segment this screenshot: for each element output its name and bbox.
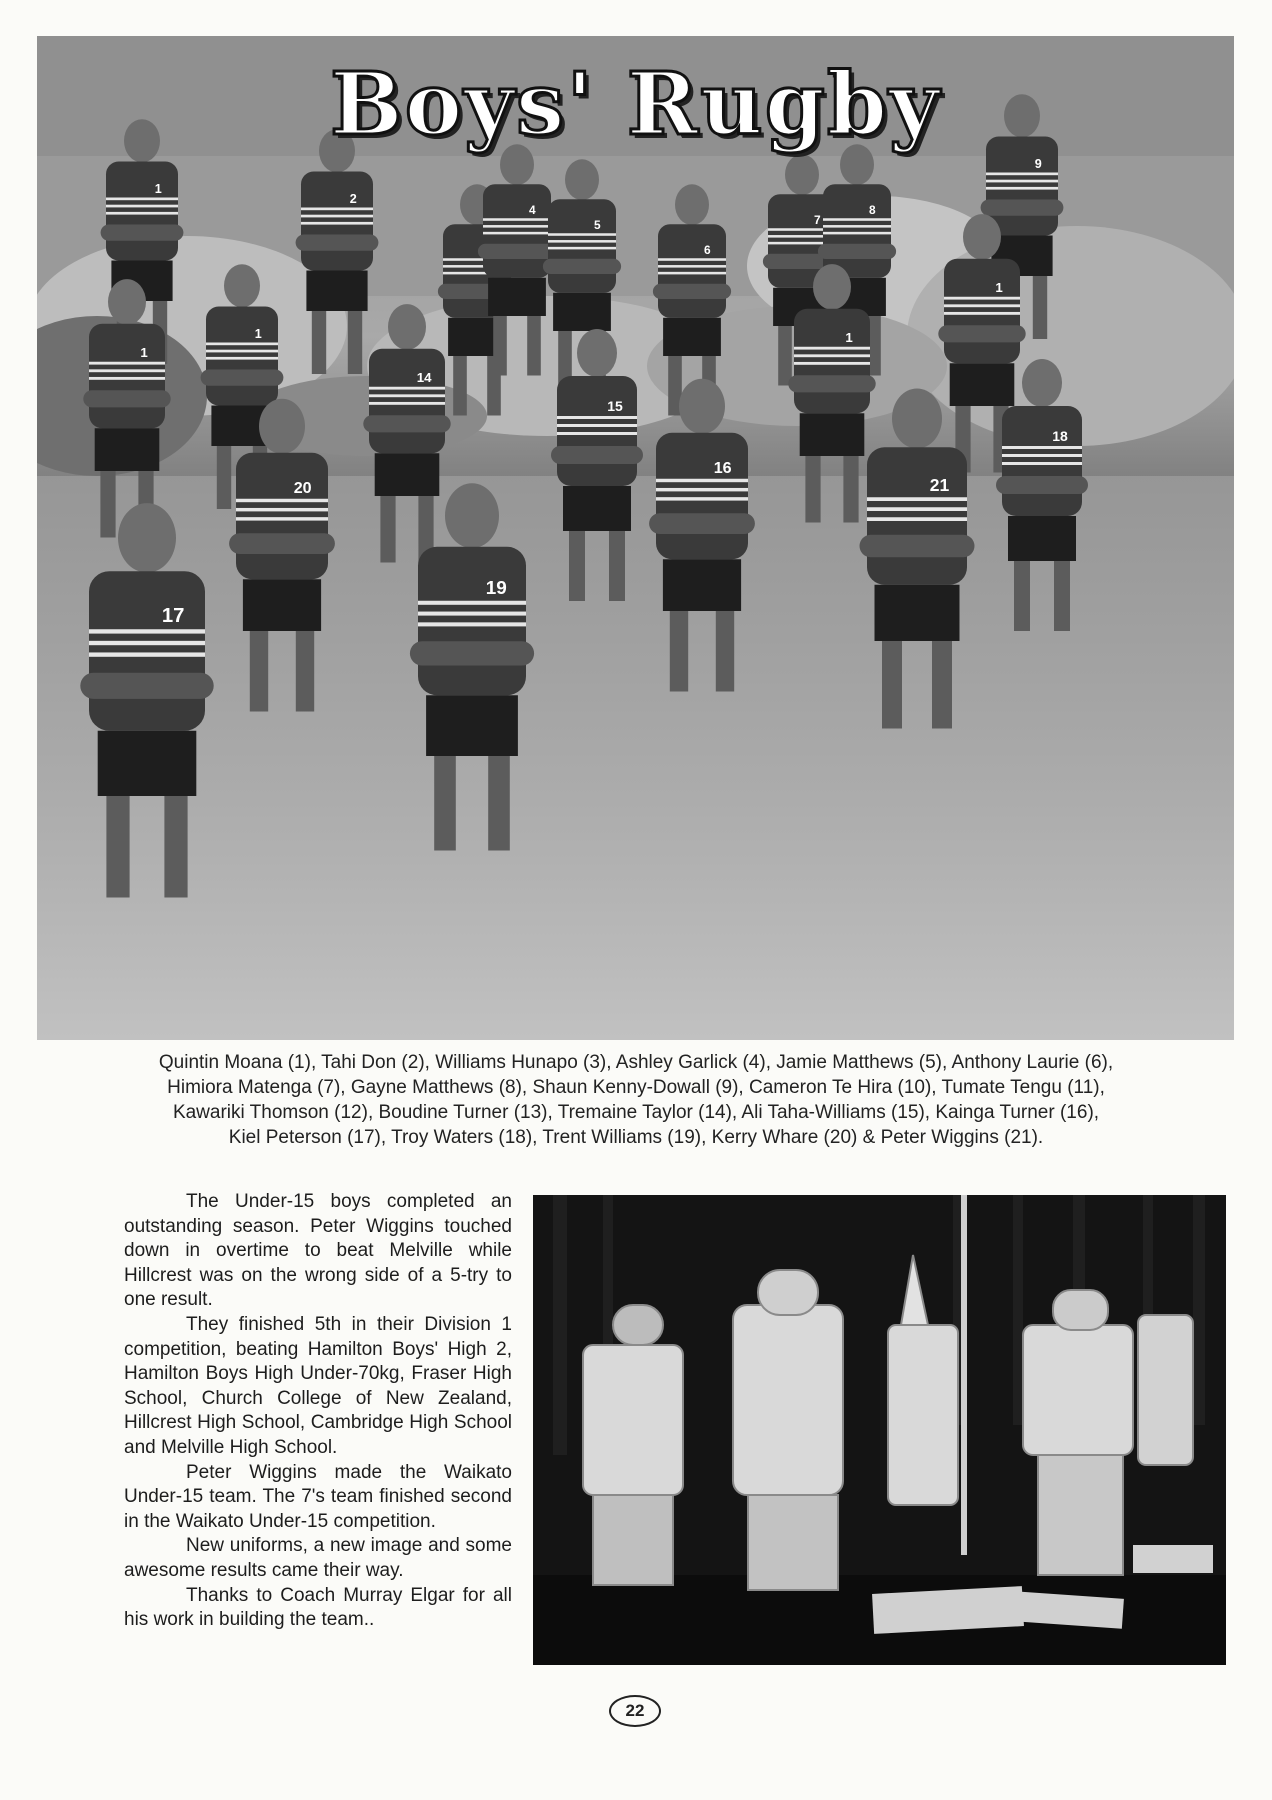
- player-head: [785, 154, 819, 195]
- jersey-number: 6: [703, 243, 711, 257]
- jersey-stripe: [656, 479, 748, 482]
- player-jersey: [548, 199, 616, 293]
- costume-photo: [533, 1195, 1226, 1665]
- player-shorts: [1008, 516, 1076, 561]
- player-jersey: [483, 184, 551, 278]
- jersey-stripe: [236, 499, 328, 502]
- player-jersey: [557, 376, 637, 486]
- player-leg: [217, 446, 231, 509]
- player-leg: [527, 316, 541, 376]
- jersey-stripe: [658, 272, 726, 275]
- jersey-number: 8: [868, 203, 876, 217]
- jersey-stripe: [418, 622, 526, 626]
- player-shorts: [306, 271, 367, 312]
- jersey-stripe: [483, 218, 551, 221]
- jersey-stripe: [944, 304, 1020, 307]
- player-leg: [380, 496, 395, 563]
- jersey-stripe: [418, 612, 526, 616]
- player-leg: [778, 326, 792, 386]
- jersey-stripe: [236, 517, 328, 520]
- player-leg: [1033, 276, 1047, 339]
- player-leg: [609, 531, 625, 601]
- team-photo-illustration: [37, 36, 1234, 1040]
- player-jersey: [1002, 406, 1082, 516]
- jersey-number: 20: [293, 479, 312, 497]
- player-arms: [80, 673, 213, 699]
- player-arms: [296, 235, 379, 251]
- player-shorts: [243, 579, 321, 631]
- player-head: [1022, 359, 1062, 407]
- player-head: [565, 159, 599, 200]
- player-leg: [1014, 561, 1030, 631]
- player-arms: [363, 415, 450, 432]
- jersey-number: 15: [607, 398, 623, 414]
- page-number: 22: [609, 1695, 661, 1727]
- player-shorts: [553, 293, 611, 331]
- jersey-stripe: [89, 377, 165, 380]
- player-jersey: [418, 547, 526, 696]
- jersey-stripe: [944, 297, 1020, 300]
- jersey-stripe: [986, 180, 1058, 183]
- player-leg: [100, 471, 115, 538]
- player-shorts: [375, 453, 440, 496]
- player-jersey: [206, 307, 278, 406]
- jersey-stripe: [658, 265, 726, 268]
- caption-line: Quintin Moana (1), Tahi Don (2), Williams Hunapo (3), Ashley Garlick (4), Jamie Matthews (5), Anthony Laurie (6),: [158, 1052, 1114, 1073]
- jersey-number: 21: [929, 475, 950, 495]
- jersey-stripe: [794, 347, 870, 350]
- player-head: [445, 483, 499, 548]
- player-leg: [493, 316, 507, 376]
- jersey-stripe: [236, 508, 328, 511]
- player-jersey: [301, 172, 373, 271]
- player-head: [679, 379, 725, 434]
- player-shorts: [663, 318, 721, 356]
- player-jersey: [658, 224, 726, 318]
- player-head: [963, 214, 1001, 260]
- jersey-stripe: [369, 402, 445, 405]
- caption-line: Kiel Peterson (17), Troy Waters (18), Trent Williams (19), Kerry Whare (20) & Peter Wiggins (21).: [228, 1127, 1044, 1148]
- player-leg: [434, 756, 456, 851]
- jersey-stripe: [1002, 462, 1082, 465]
- jersey-stripe: [557, 416, 637, 419]
- jersey-stripe: [867, 507, 967, 511]
- caption-line: Himiora Matenga (7), Gayne Matthews (8), Shaun Kenny-Dowall (9), Cameron Te Hira (10), Tumate Tengu (11),: [167, 1077, 1105, 1098]
- player-head: [224, 264, 260, 307]
- jersey-number: 19: [485, 578, 507, 599]
- jersey-number: 17: [161, 605, 185, 627]
- costume-photo-illustration: [533, 1195, 1226, 1665]
- team-photo: [37, 36, 1234, 1040]
- article-paragraph: New uniforms, a new image and some awesome results came their way.: [124, 1535, 512, 1581]
- player-arms: [201, 370, 284, 386]
- jersey-number: 5: [593, 218, 601, 232]
- jersey-stripe: [106, 212, 178, 215]
- jersey-number: 1: [995, 280, 1003, 295]
- jersey-stripe: [483, 232, 551, 235]
- jersey-stripe: [483, 225, 551, 228]
- jersey-stripe: [1002, 446, 1082, 449]
- jersey-number: 7: [813, 213, 821, 227]
- player-shorts: [98, 731, 197, 796]
- player-arms: [543, 259, 621, 274]
- player-jersey: [369, 349, 445, 454]
- player-arms: [818, 244, 896, 259]
- jersey-stripe: [301, 215, 373, 218]
- jersey-stripe: [206, 350, 278, 353]
- player-jersey: [944, 259, 1020, 364]
- player-arms: [788, 375, 875, 392]
- jersey-number: 9: [1034, 157, 1042, 171]
- player-leg: [569, 531, 585, 601]
- player-leg: [453, 356, 467, 416]
- player-head: [577, 329, 617, 377]
- player-leg: [106, 796, 129, 898]
- player-shorts: [426, 695, 518, 756]
- player-head: [388, 304, 426, 350]
- article-paragraph: They finished 5th in their Division 1 competition, beating Hamilton Boys' High 2, Hamilton Boys High Under-70kg, Fraser High School, Church College of New Zealand, Hillcrest High School, Cambridge High School and Melville High School.: [124, 1313, 512, 1458]
- player-shorts: [800, 413, 865, 456]
- player-leg: [843, 456, 858, 523]
- player-shorts: [488, 278, 546, 316]
- jersey-stripe: [89, 369, 165, 372]
- player-shorts: [95, 428, 160, 471]
- jersey-stripe: [89, 629, 205, 633]
- player-jersey: [823, 184, 891, 278]
- player-leg: [670, 611, 688, 692]
- caption-line: Kawariki Thomson (12), Boudine Turner (13), Tremaine Taylor (14), Ali Taha-Williams (15), Kainga Turner (16),: [172, 1102, 1100, 1123]
- player-leg: [716, 611, 734, 692]
- player-jersey: [867, 447, 967, 585]
- player-jersey: [794, 309, 870, 414]
- player-jersey: [89, 324, 165, 429]
- player-shorts: [875, 585, 960, 641]
- jersey-stripe: [794, 362, 870, 365]
- jersey-number: 18: [1052, 428, 1068, 444]
- player-arms: [229, 533, 335, 554]
- jersey-stripe: [206, 357, 278, 360]
- jersey-stripe: [823, 232, 891, 235]
- player-head: [108, 279, 146, 325]
- player-leg: [250, 631, 268, 712]
- jersey-stripe: [656, 488, 748, 491]
- jersey-stripe: [548, 233, 616, 236]
- player-jersey: [236, 453, 328, 580]
- jersey-stripe: [89, 641, 205, 645]
- player-head: [675, 184, 709, 225]
- player-arms: [478, 244, 556, 259]
- player-arms: [649, 513, 755, 534]
- jersey-stripe: [944, 312, 1020, 315]
- jersey-stripe: [1002, 454, 1082, 457]
- jersey-number: 1: [254, 327, 262, 341]
- article-paragraph: The Under-15 boys completed an outstanding season. Peter Wiggins touched down in overtime to beat Melville while Hillcrest was on the wrong side of a 5-try to one result.: [124, 1191, 512, 1311]
- jersey-number: 16: [713, 459, 732, 477]
- player-arms: [410, 641, 534, 665]
- jersey-stripe: [557, 424, 637, 427]
- jersey-stripe: [867, 497, 967, 501]
- player-leg: [164, 796, 187, 898]
- player-arms: [981, 200, 1064, 216]
- jersey-stripe: [206, 343, 278, 346]
- player-leg: [1054, 561, 1070, 631]
- player-jersey: [656, 433, 748, 560]
- player-shorts: [563, 486, 631, 531]
- player-arms: [551, 446, 643, 464]
- player-head: [892, 389, 942, 449]
- jersey-stripe: [369, 387, 445, 390]
- jersey-number: 2: [349, 192, 357, 206]
- jersey-number: 4: [528, 203, 536, 217]
- player-arms: [83, 390, 170, 407]
- jersey-stripe: [301, 208, 373, 211]
- jersey-number: 14: [416, 370, 432, 385]
- jersey-stripe: [557, 432, 637, 435]
- player-leg: [488, 756, 510, 851]
- jersey-number: 1: [845, 330, 853, 345]
- jersey-stripe: [369, 394, 445, 397]
- jersey-stripe: [106, 198, 178, 201]
- player-arms: [996, 476, 1088, 494]
- player-leg: [932, 641, 952, 729]
- jersey-stripe: [89, 652, 205, 656]
- jersey-stripe: [986, 173, 1058, 176]
- jersey-stripe: [823, 225, 891, 228]
- player-head: [259, 399, 305, 454]
- player-head: [118, 503, 176, 573]
- player-leg: [882, 641, 902, 729]
- article-paragraph: Thanks to Coach Murray Elgar for all his work in building the team..: [124, 1584, 512, 1631]
- jersey-stripe: [986, 187, 1058, 190]
- player-leg: [296, 631, 314, 712]
- jersey-stripe: [794, 354, 870, 357]
- player-jersey: [89, 571, 205, 731]
- article-body: [124, 1190, 512, 1633]
- player-leg: [805, 456, 820, 523]
- article-paragraph: Peter Wiggins made the Waikato Under-15 team. The 7's team finished second in the Waikato Under-15 competition.: [124, 1461, 512, 1532]
- jersey-stripe: [548, 247, 616, 250]
- player-head: [813, 264, 851, 310]
- jersey-stripe: [867, 517, 967, 521]
- page-title: Boys' Rugby: [330, 54, 941, 155]
- jersey-number: 1: [140, 345, 148, 360]
- jersey-stripe: [89, 362, 165, 365]
- player-arms: [938, 325, 1025, 342]
- jersey-stripe: [418, 601, 526, 605]
- jersey-stripe: [823, 218, 891, 221]
- player-shorts: [950, 363, 1015, 406]
- player-arms: [860, 535, 975, 558]
- player-arms: [101, 225, 184, 241]
- jersey-stripe: [656, 497, 748, 500]
- player-jersey: [106, 162, 178, 261]
- jersey-stripe: [301, 222, 373, 225]
- jersey-stripe: [658, 258, 726, 261]
- jersey-stripe: [548, 240, 616, 243]
- player-leg: [312, 311, 326, 374]
- player-leg: [348, 311, 362, 374]
- photo-caption: [40, 1050, 1232, 1150]
- jersey-number: 1: [154, 182, 162, 196]
- player-arms: [653, 284, 731, 299]
- player-shorts: [663, 559, 741, 611]
- jersey-stripe: [106, 205, 178, 208]
